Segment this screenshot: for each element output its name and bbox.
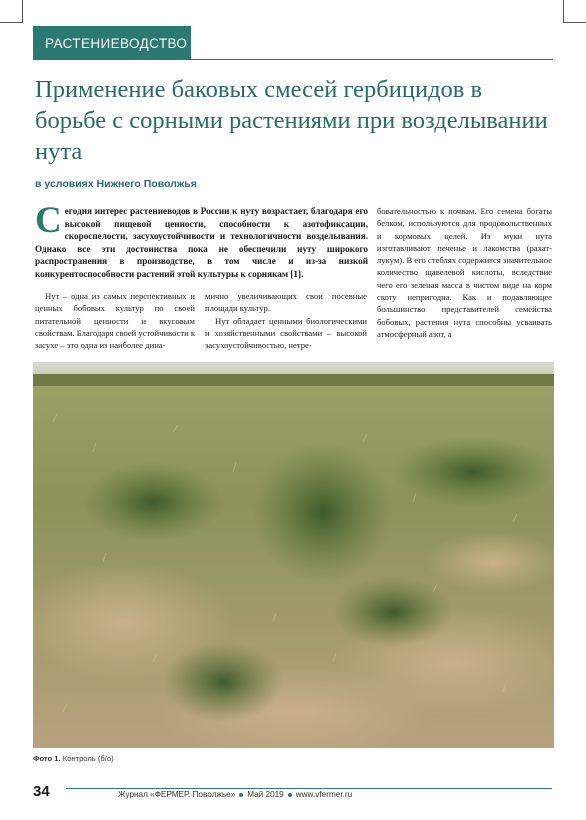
lead-text: егодня интерес растениеводов в России к нуту возрастает, благодаря его высокой пищевой ценности, способности к азотофиксации, скороспелости, засухоустойчивости и технологичности возделывания. Однако все эти достоинства пока не обеспечили нуту широкого распространения в производстве, в том числе и из-за низкой конкурентоспособности растений этой культуры к сорнякам [1]. [35,206,368,279]
section-rule [191,59,553,60]
footer-site: www.vfermer.ru [295,790,353,799]
footer-rule [66,788,552,789]
crop-mark-left [0,0,23,23]
body-column-2-para-2: Нут обладает ценными биологическими и хозяйственными свойствами – высокой засухоустойчивостью, нетре- [205,315,367,351]
lead-paragraph [35,200,368,281]
footer-journal: Журнал «ФЕРМЕР. Поволжье» [118,790,236,799]
photo-caption [33,754,114,763]
drop-cap: С [35,200,62,241]
article-subtitle: в условиях Нижнего Поволжья [35,178,197,190]
body-column-2 [205,290,367,351]
caption-text: Контроль (б/о) [62,754,114,763]
section-label [33,26,191,60]
article-title: Применение баковых смесей гербицидов в борьбе с сорными растениями при возделывании нута [35,76,548,165]
body-column-3: бовательностью к почвам. Его семена богаты белком, используются для продовольственных и кормовых целей. Из муки нута изготавливают печенье и лакомства (рахат-лукум). В его стеблях содержится значительное количество щавелевой кислоты, вследствие чего его зеленая масса в чистом виде на корм скоту непригодна. Как и подавляющее большинство представителей семейства бобовых, растения нута способны усваивать атмосферный азот, а [377,206,552,339]
bullet-icon [239,793,243,797]
field-photo [33,362,554,748]
footer [118,790,352,799]
footer-issue: Май 2019 [247,790,284,799]
caption-label: Фото 1. [33,754,61,763]
body-column-2-para-1: мично увеличивающих свои посевные площади культур. [205,291,367,314]
crop-mark-right [563,0,586,23]
body-column-1: Нут – одна из самых перспективных и ценных бобовых культур по своей питательной ценности и вкусовым свойствам. Благодаря своей устойчивости к засухе – это одна из наиболее дина- [35,291,195,351]
page-number: 34 [33,783,50,800]
bullet-icon [288,793,292,797]
section-label-text: РАСТЕНИЕВОДСТВО [45,35,188,51]
field-photo-image [33,362,554,748]
